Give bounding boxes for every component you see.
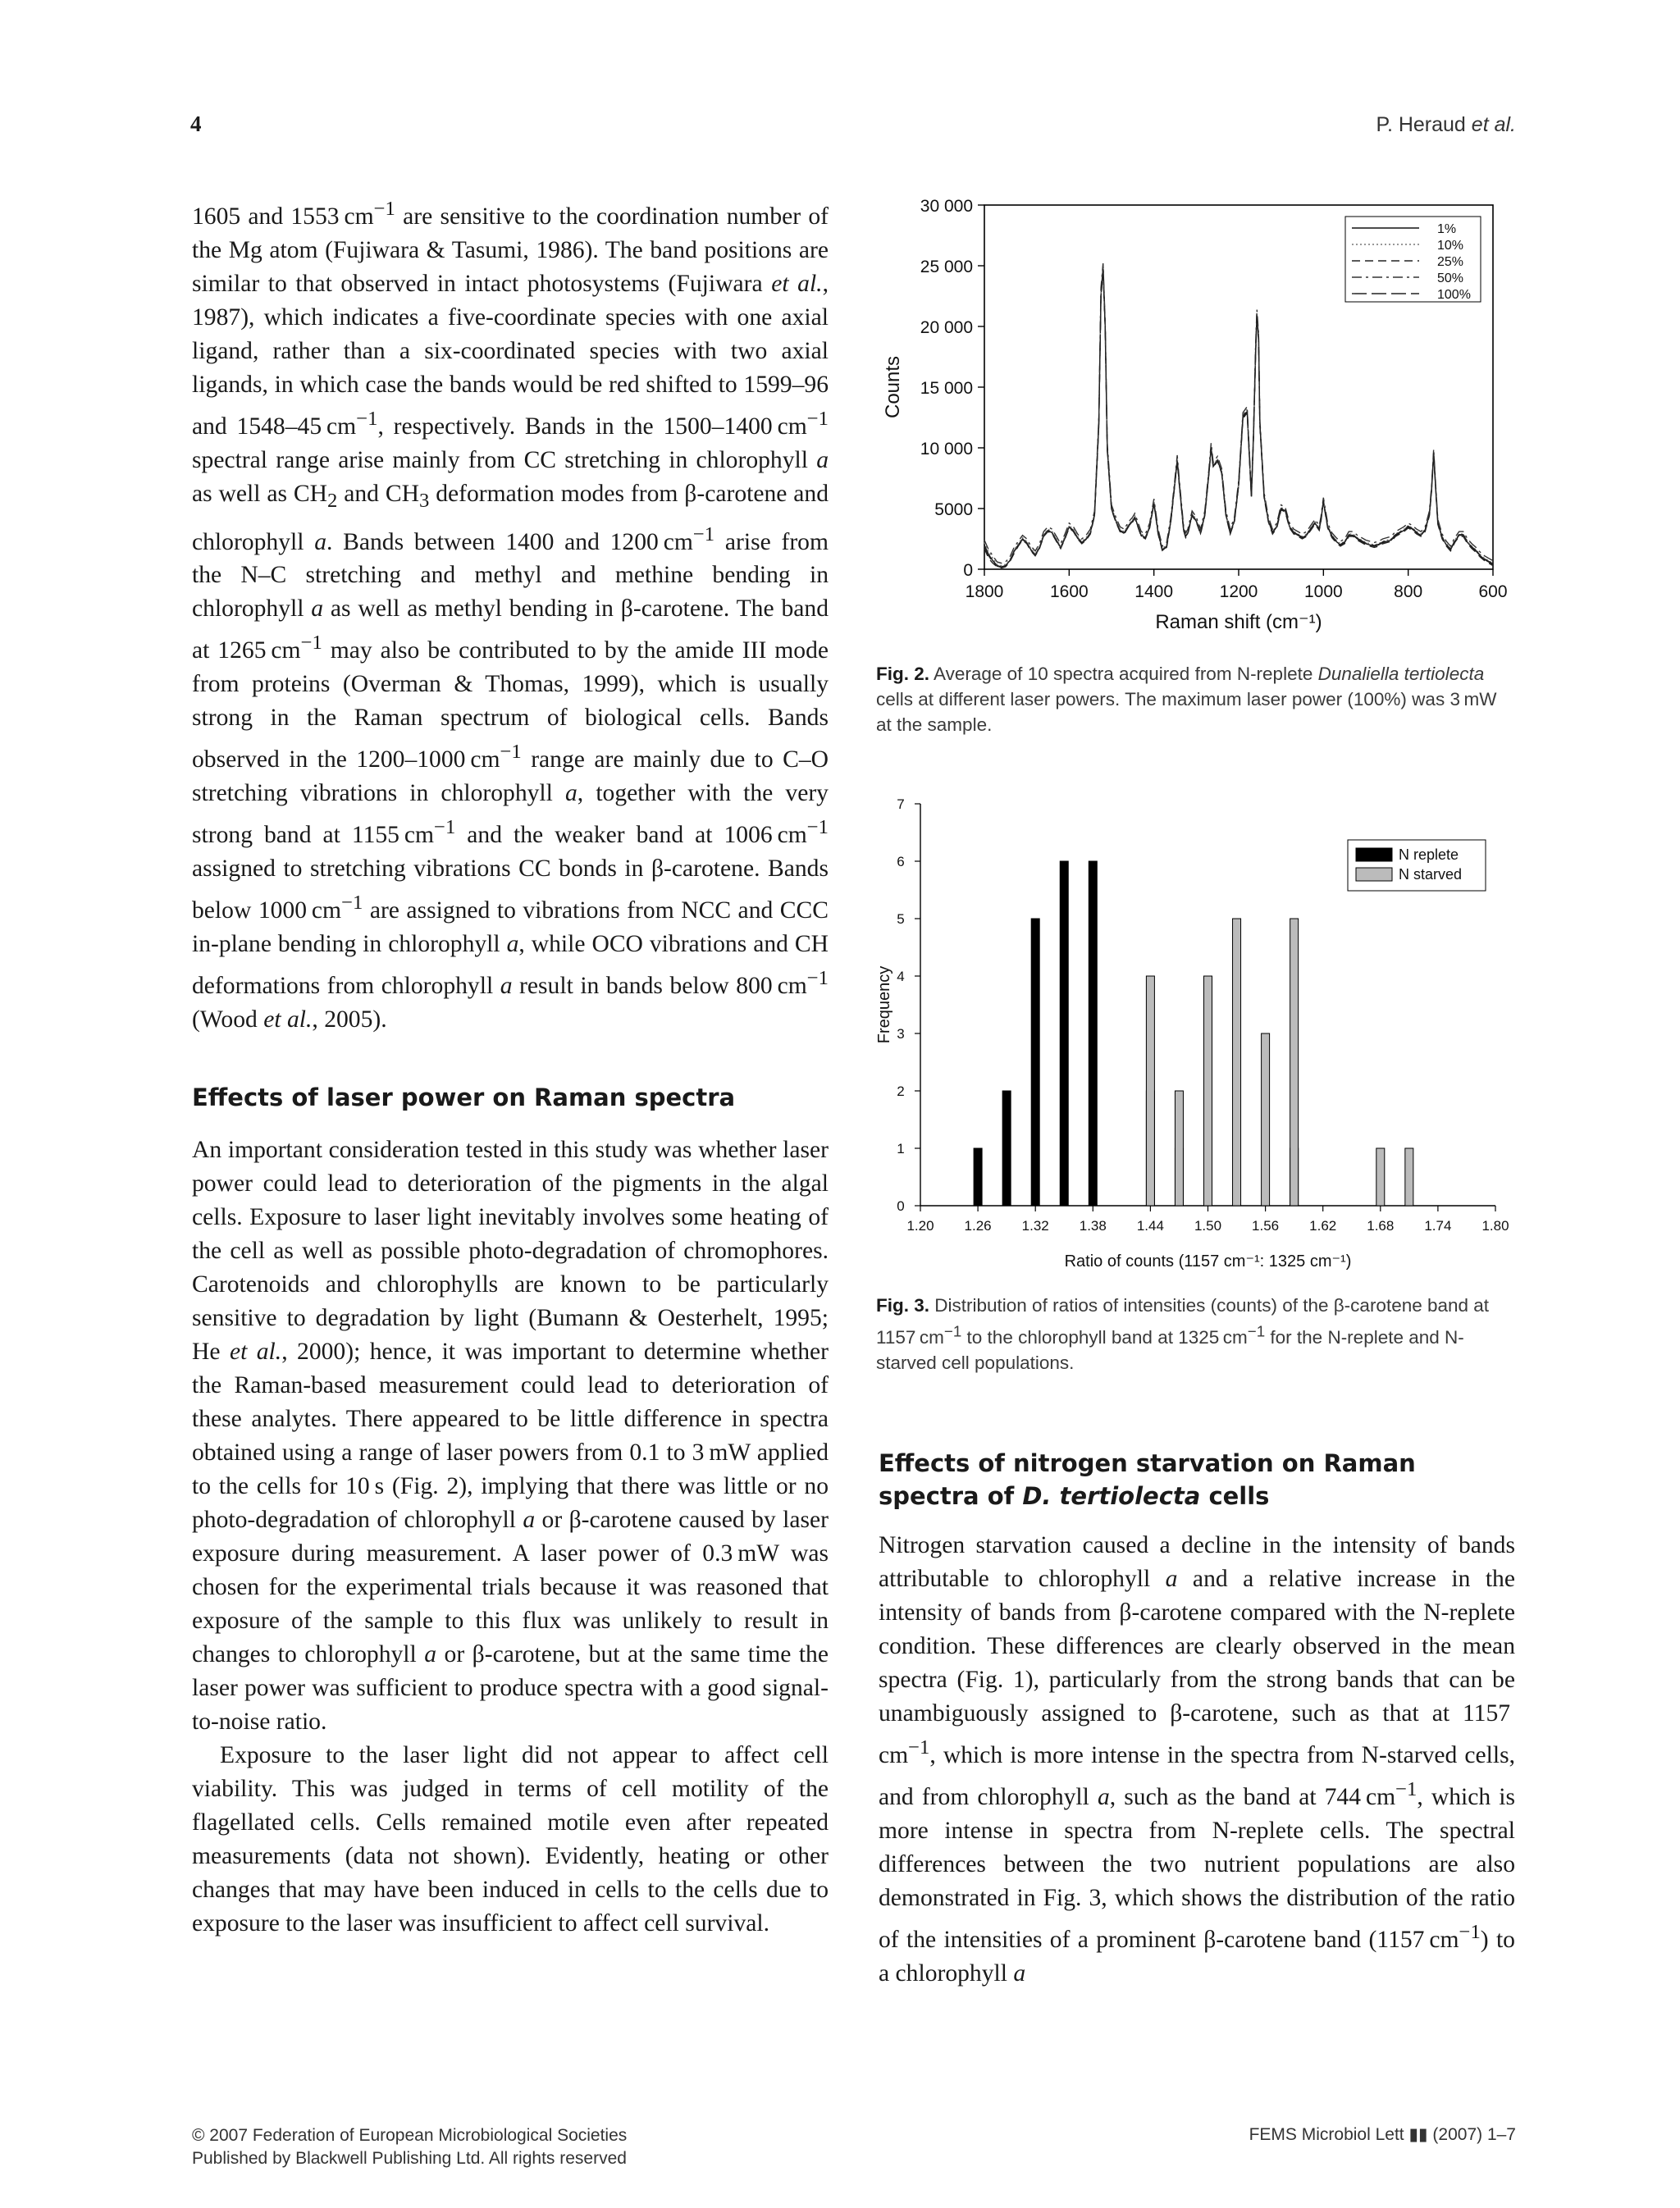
y-tick-label: 6 [897, 854, 905, 869]
x-tick-label: 1400 [1134, 582, 1174, 601]
x-tick-label: 1.32 [1021, 1218, 1049, 1234]
spectrum-line-10pct [984, 268, 1493, 566]
x-tick-label: 1.68 [1367, 1218, 1395, 1234]
figure-2-caption-text: Average of 10 spectra acquired from N-replete Dunaliella tertiolecta cells at different laser powers. The maximum laser power (100%) was 3 mW at the sample. [876, 664, 1497, 735]
y-axis-label: Frequency [875, 965, 893, 1044]
legend-label: 50% [1437, 271, 1464, 285]
body-paragraph: Nitrogen starvation caused a decline in the intensity of bands attributable to chlorophyll a and a relative increase in the intensity of bands from β-carotene compared with the N-replete condition. These differences are clearly observed in the mean spectra (Fig. 1), particularly from the strong bands that can be unambiguously assigned to β-carotene, such as that at 1157 $cm^{-1}$, which is more intense in the spectra from N-starved cells, and from chlorophyll a, such as the band at 744 $cm^{-1}$, which is more intense in spectra from N-replete cells. The spectral differences between the two nutrient populations are also demonstrated in Fig. 3, which shows the distribution of the ratio of the intensities of a prominent β-carotene band (1157 $cm^{-1}$) to a chlorophyll a [879, 1532, 1515, 1987]
x-axis-label: Raman shift (cm⁻¹) [1155, 611, 1322, 633]
section-heading-laser-power: Effects of laser power on Raman spectra [192, 1083, 736, 1111]
y-tick-label: 25 000 [920, 258, 973, 276]
y-tick-label: 5 [897, 911, 905, 927]
left-column-paragraph-1 [192, 192, 829, 1037]
bar-n-starved [1233, 919, 1241, 1206]
figure-2-label: Fig. 2. [876, 664, 930, 684]
body-paragraph: 1605 and 1553 $cm^{-1}$ are sensitive to the coordination number of the Mg atom (Fujiwara & Tasumi, 1986). The band positions are similar to that observed in intact photosystems (Fujiwara et al., 1987), which indicates a five-coordinate species with one axial ligand, rather than a six-coordinated species with two axial ligands, in which case the bands would be red shifted to 1599–96 and 1548–45 $cm^{-1}$, respectively. Bands in the 1500–1400 $cm^{-1}$ spectral range arise mainly from CC stretching in chlorophyll a as well as $CH_2$ and $CH_3$ deformation modes from β-carotene and chlorophyll a. Bands between 1400 and 1200 $cm^{-1}$ arise from the N–C stretching and methyl and methine bending in chlorophyll a as well as methyl bending in β-carotene. The band at 1265 $cm^{-1}$ may also be contributed to by the amide III mode from proteins (Overman & Thomas, 1999), which is usually strong in the Raman spectrum of biological cells. Bands observed in the 1200–1000 $cm^{-1}$ range are mainly due to C–O stretching vibrations in chlorophyll a, together with the very strong band at 1155 $cm^{-1}$ and the weaker band at 1006 $cm^{-1}$ assigned to stretching vibrations CC bonds in β-carotene. Bands below 1000 $cm^{-1}$ are assigned to vibrations from NCC and CCC in-plane bending in chlorophyll a, while OCO vibrations and CH deformations from chlorophyll a result in bands below 800 $cm^{-1}$ (Wood et al., 2005). [192, 198, 829, 1033]
figure-3-label: Fig. 3. [876, 1295, 930, 1316]
legend-label: 100% [1437, 288, 1471, 302]
x-tick-label: 1.56 [1252, 1218, 1280, 1234]
bar-n-starved [1175, 1091, 1183, 1206]
spectrum-line-50pct [984, 263, 1493, 563]
y-tick-label: 0 [963, 561, 973, 580]
y-tick-label: 20 000 [920, 318, 973, 337]
spectrum-line-1pct [984, 266, 1493, 567]
figure-2-chart [870, 187, 1526, 653]
bar-n-starved [1376, 1148, 1385, 1206]
y-tick-label: 0 [897, 1198, 905, 1214]
legend-label: 1% [1437, 222, 1457, 236]
x-tick-label: 800 [1394, 582, 1423, 601]
x-tick-label: 1800 [965, 582, 1004, 601]
x-tick-label: 1.44 [1136, 1218, 1164, 1234]
page-number: 4 [190, 112, 202, 136]
x-axis-label: Ratio of counts (1157 cm⁻¹: 1325 cm⁻¹) [1064, 1252, 1352, 1271]
y-tick-label: 1 [897, 1141, 905, 1156]
x-tick-label: 1.20 [906, 1218, 934, 1234]
y-tick-label: 3 [897, 1026, 905, 1042]
bar-n-replete [1031, 919, 1039, 1206]
bar-n-starved [1290, 919, 1299, 1206]
spectrum-line-25pct [984, 271, 1493, 568]
right-column-paragraph [879, 1529, 1515, 1991]
x-tick-label: 1600 [1049, 582, 1089, 601]
footer-journal: FEMS Microbiol Lett ▮▮ (2007) 1–7 [1249, 2125, 1516, 2144]
y-tick-label: 15 000 [920, 379, 973, 398]
running-head [1376, 113, 1517, 137]
legend-label: N replete [1399, 846, 1459, 863]
legend-swatch [1356, 868, 1392, 881]
bar-n-starved [1262, 1033, 1270, 1206]
left-column-section [192, 1134, 829, 1941]
running-head-etal: et al. [1471, 113, 1516, 136]
x-tick-label: 600 [1478, 582, 1508, 601]
y-axis-label: Counts [882, 355, 904, 419]
spectrum-line-100pct [984, 269, 1493, 567]
footer-copyright [192, 2124, 627, 2170]
x-tick-label: 1000 [1303, 582, 1343, 601]
figure-2-caption [876, 661, 1516, 737]
y-tick-label: 4 [897, 969, 905, 984]
bar-n-replete [1060, 861, 1068, 1206]
x-tick-label: 1.80 [1481, 1218, 1509, 1234]
x-tick-label: 1.26 [964, 1218, 992, 1234]
x-tick-label: 1.50 [1194, 1218, 1222, 1234]
x-tick-label: 1.62 [1309, 1218, 1337, 1234]
y-tick-label: 2 [897, 1083, 905, 1099]
legend-label: N starved [1399, 866, 1463, 883]
y-tick-label: 30 000 [920, 197, 973, 216]
figure-3-caption [876, 1293, 1516, 1375]
y-tick-label: 10 000 [920, 440, 973, 458]
x-tick-label: 1200 [1219, 582, 1258, 601]
publisher-line: Published by Blackwell Publishing Ltd. All rights reserved [192, 2149, 627, 2168]
body-paragraph: Exposure to the laser light did not appear to affect cell viability. This was judged in terms of cell motility of the flagellated cells. Cells remained motile even after repeated measurements (data not shown). Evidently, heating or other changes that may have been induced in cells to the cells due to exposure to the laser was insufficient to affect cell survival. [192, 1742, 829, 1937]
y-tick-label: 5000 [934, 500, 973, 519]
x-tick-label: 1.38 [1079, 1218, 1107, 1234]
legend-swatch [1356, 848, 1392, 861]
bar-n-starved [1146, 976, 1154, 1206]
figure-3-caption-text: Distribution of ratios of intensities (counts) of the β-carotene band at 1157 $cm^{-1}$ to the chlorophyll band at 1325 $cm^{-1}$ for the N-replete and N-starved cell populations. [876, 1295, 1490, 1373]
x-tick-label: 1.74 [1424, 1218, 1452, 1234]
bar-n-starved [1405, 1148, 1413, 1206]
figure-3-chart [870, 792, 1526, 1284]
legend-label: 25% [1437, 255, 1464, 269]
bar-n-starved [1204, 976, 1212, 1206]
legend-label: 10% [1437, 239, 1464, 253]
running-head-author: P. Heraud [1376, 113, 1472, 136]
bar-n-replete [1002, 1091, 1011, 1206]
bar-n-replete [1089, 861, 1097, 1206]
copyright-line: © 2007 Federation of European Microbiological Societies [192, 2126, 628, 2145]
y-tick-label: 7 [897, 796, 905, 812]
bar-n-replete [974, 1148, 982, 1206]
body-paragraph: An important consideration tested in this study was whether laser power could lead to deterioration of the pigments in the algal cells. Exposure to laser light inevitably involves some heating of the cell as well as possible photo-degradation of chromophores. Carotenoids and chlorophylls are known to be particularly sensitive to degradation by light (Bumann & Oesterhelt, 1995; He et al., 2000); hence, it was important to determine whether the Raman-based measurement could lead to deterioration of these analytes. There appeared to be little difference in spectra obtained using a range of laser powers from 0.1 to 3 mW applied to the cells for 10 s (Fig. 2), implying that there was little or no photo-degradation of chlorophyll a or β-carotene caused by laser exposure during measurement. A laser power of 0.3 mW was chosen for the experimental trials because it was reasoned that exposure of the sample to this flux was unlikely to result in changes to chlorophyll a or β-carotene, but at the same time the laser power was sufficient to produce spectra with a good signal-to-noise ratio. [192, 1137, 829, 1735]
section-heading-nitrogen-starvation: Effects of nitrogen starvation on Raman spectra of D. tertiolecta cells [879, 1449, 1416, 1510]
